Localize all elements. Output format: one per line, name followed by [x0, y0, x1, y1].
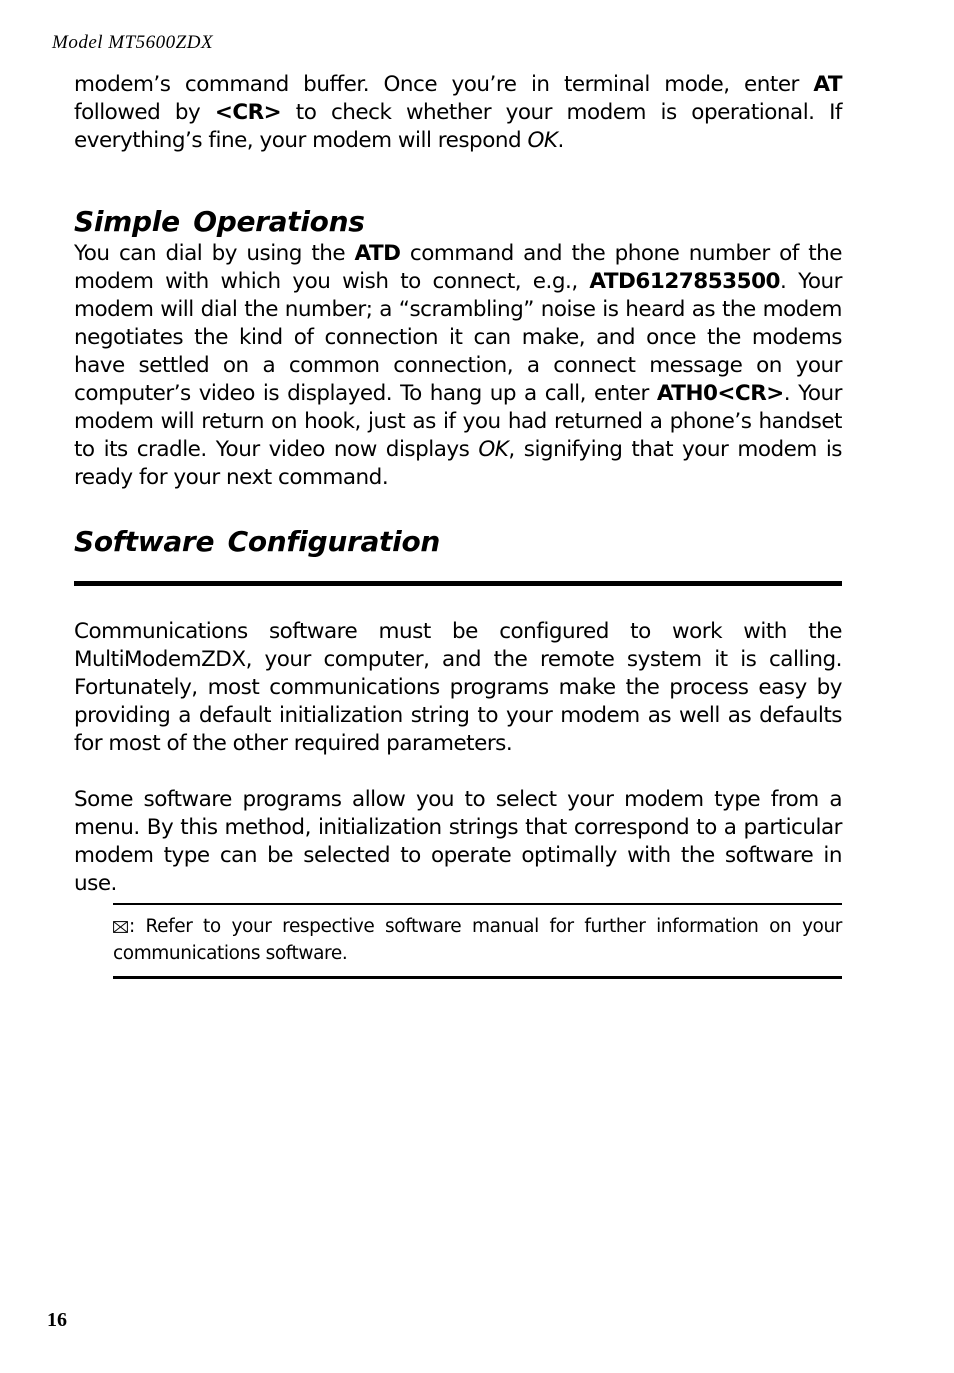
- section-divider: [74, 581, 842, 586]
- software-configuration-paragraph-1: Communications software must be configured to work with the MultiModemZDX, your computer, and the remote system it is calling. Fortunately, most communications programs make the process easy by providing a default initialization string to your modem as well as defaults for most of the other required parameters.: [74, 619, 842, 756]
- note-box: [113, 903, 842, 979]
- note-text: : Refer to your respective software manual for further information on your communications software.: [113, 916, 842, 964]
- software-configuration-heading-block: [74, 525, 842, 559]
- simple-operations-heading: Simple Operations: [74, 205, 365, 238]
- software-configuration-paragraph-2: Some software programs allow you to select your modem type from a menu. By this method, initialization strings that correspond to a particular modem type can be selected to operate optimally with the software in use.: [74, 787, 842, 896]
- intro-paragraph: modem’s command buffer. Once you’re in terminal mode, enter AT followed by <CR> to check whether your modem is operational. If everything’s fine, your modem will respond OK.: [74, 72, 842, 153]
- simple-operations-paragraph: You can dial by using the ATD command and the phone number of the modem with which you wish to connect, e.g., ATD6127853500. Your modem will dial the number; a “scrambling” noise is heard as the modem negotiates the kind of connection it can make, and once the modems have settled on a common connection, a connect message on your computer’s video is displayed. To hang up a call, enter ATH0<CR>. Your modem will return on hook, just as if you had returned a phone’s handset to its cradle. Your video now displays OK, signifying that your modem is ready for your next command.: [74, 241, 843, 490]
- envelope-icon: [113, 921, 128, 933]
- simple-operations-section: [74, 205, 842, 492]
- page-number: 16: [47, 1309, 67, 1331]
- software-configuration-heading: Software Configuration: [74, 525, 441, 558]
- software-configuration-body: [74, 618, 842, 898]
- intro-section: [74, 71, 842, 155]
- running-head: Model MT5600ZDX: [52, 32, 214, 53]
